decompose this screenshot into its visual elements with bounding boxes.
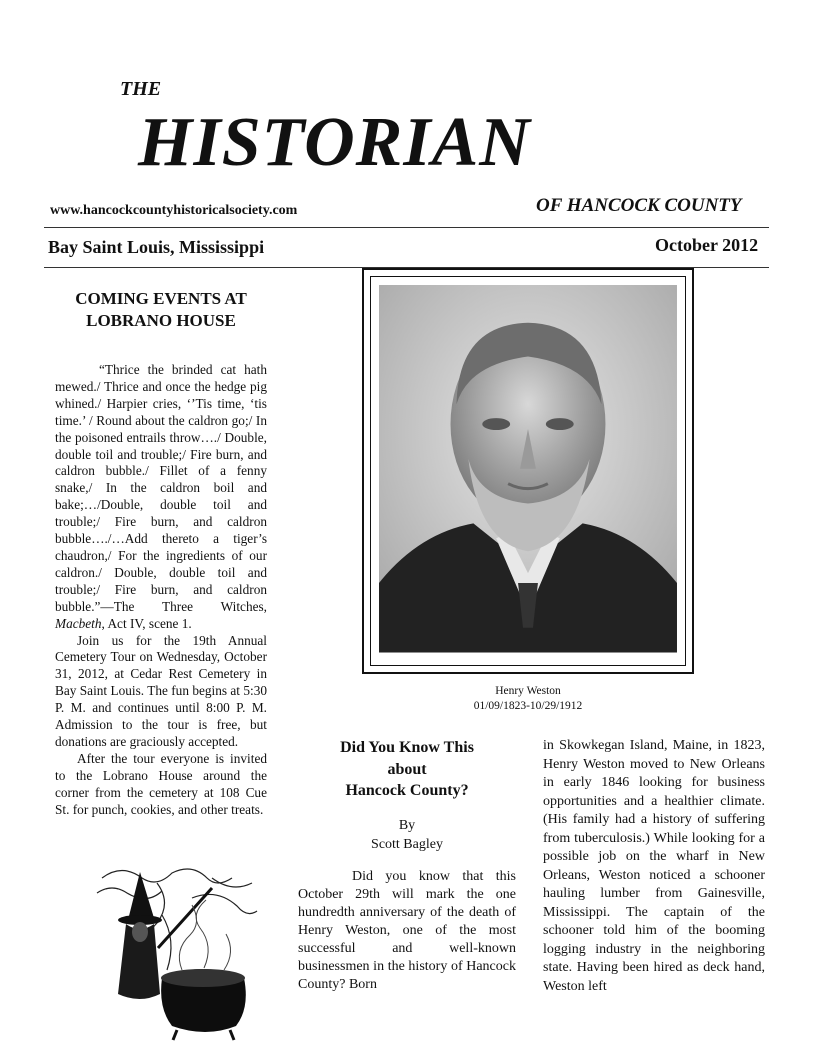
masthead-subtitle: OF HANCOCK COUNTY	[536, 195, 742, 216]
lobrano-house-paragraph: After the tour everyone is invited to the Lobrano House around the corner from the cemetery at 108 Cue St. for punch, cookies, and other treats.	[55, 750, 267, 817]
masthead-title: HISTORIAN	[138, 104, 531, 181]
witch-cauldron-illustration	[92, 858, 262, 1043]
byline-by: By	[398, 817, 416, 833]
issue-date: October 2012	[655, 235, 759, 255]
cemetery-tour-paragraph: Join us for the 19th Annual Cemetery Tour on Wednesday, October 31, 2012, at Cedar Rest Cemetery in Bay Saint Louis. The fun begins at 5:30 P. M. and continues until 8:00 P. M. Admission to the tour is free, but donations are graciously accepted.	[55, 632, 267, 749]
byline-author: Scott Bagley	[371, 836, 443, 852]
quote-work: Macbeth	[55, 615, 102, 631]
article-heading-line2: about	[387, 760, 427, 778]
events-heading-line2: LOBRANO HOUSE	[86, 311, 236, 330]
masthead-the: THE	[120, 78, 162, 100]
portrait-image	[379, 285, 677, 653]
photo-caption	[362, 684, 694, 714]
article-heading	[298, 737, 516, 802]
photo-inner-border	[370, 276, 686, 666]
quote-reference: , Act IV, scene 1.	[101, 615, 192, 631]
events-column	[55, 288, 267, 818]
article-paragraph-2: in Skowkegan Island, Maine, in 1823, Henry Weston moved to New Orleans in early 1846 looking for business opportunities and a healthier climate. (His family had a history of suffering from tuberculosis.) While looking for a possible job on the wharf in New Orleans, Weston noticed a schooner hauling lumber from Gainesville, Mississippi. The captain of the schooner told him of the booming logging industry in the neighboring state. Having been hired as deck hand, Weston left	[543, 738, 765, 994]
caption-dates: 01/09/1823-10/29/1912	[473, 700, 583, 712]
article-paragraph-1: Did you know that this October 29th will mark the one hundredth anniversary of the death of Henry Weston, one of the most successful and well-known businessmen in the history of Hancock County? Born	[298, 868, 516, 992]
byline	[298, 816, 516, 854]
dateline-place: Bay Saint Louis, Mississippi	[48, 237, 265, 257]
henry-weston-photo	[362, 268, 694, 674]
article-column-right	[543, 737, 765, 996]
header-rule-top	[44, 227, 769, 228]
caption-name: Henry Weston	[495, 685, 561, 697]
quote-text: “Thrice the brinded cat hath mewed./ Thrice and once the hedge pig whined./ Harpier cries, ‘’Tis time, ‘tis time.’ / Round about the caldron go;/ In the poisoned entrails throw…./ Double, double toil and trouble;/ Fire burn, and caldron bubble./ Fillet of a fenny snake,/ In the caldron boil and bake;…/Double, double toil and trouble;/ Fire burn, and caldron bubble…./…Add thereto a tiger’s chaudron,/ For the ingredients of our caldron./ Double, double toil and trouble;/ Fire burn, and caldron bubble.”—The Three Witches,	[55, 362, 267, 614]
witch-staff	[158, 888, 212, 948]
article-heading-line3: Hancock County?	[345, 782, 469, 799]
article-heading-line1: Did You Know This	[340, 739, 474, 756]
website-url[interactable]: www.hancockcountyhistoricalsociety.com	[50, 203, 298, 218]
macbeth-quote	[55, 362, 267, 633]
events-heading-line1: COMING EVENTS AT	[75, 289, 247, 308]
events-heading	[55, 288, 267, 332]
article-column-left	[298, 737, 516, 994]
